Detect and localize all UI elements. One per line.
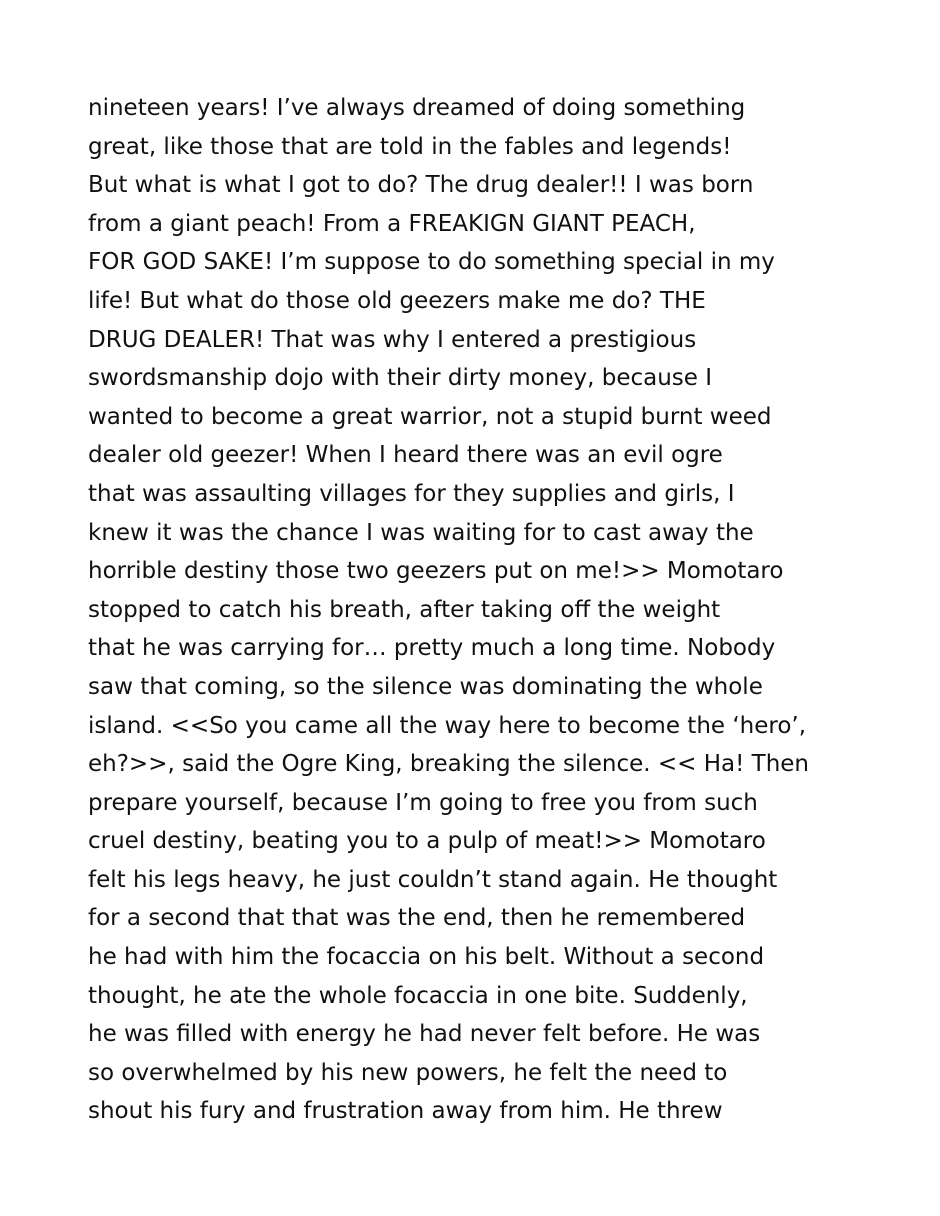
text-line: so overwhelmed by his new powers, he felt the need to (88, 1059, 728, 1086)
text-line: he had with him the focaccia on his belt. Without a second (88, 944, 765, 971)
text-line: dealer old geezer! When I heard there was an evil ogre (88, 442, 723, 469)
text-line: DRUG DEALER! That was why I entered a prestigious (88, 326, 697, 353)
text-line: that was assaulting villages for they supplies and girls, I (88, 480, 735, 507)
text-line: horrible destiny those two geezers put on me!>> Momotaro (88, 558, 784, 585)
text-line: eh?>>, said the Ogre King, breaking the silence. << Ha! Then (88, 751, 810, 778)
text-line: island. <<So you came all the way here to become the ‘hero’, (88, 712, 807, 739)
text-line: felt his legs heavy, he just couldn’t stand again. He thought (88, 866, 778, 893)
text-line: cruel destiny, beating you to a pulp of meat!>> Momotaro (88, 828, 766, 855)
text-line: from a giant peach! From a FREAKIGN GIANT PEACH, (88, 210, 696, 237)
text-line: But what is what I got to do? The drug dealer!! I was born (88, 172, 754, 199)
text-line: life! But what do those old geezers make me do? THE (88, 287, 706, 314)
text-line: FOR GOD SAKE! I’m suppose to do something special in my (88, 249, 775, 276)
text-line: he was filled with energy he had never felt before. He was (88, 1021, 761, 1048)
text-line: saw that coming, so the silence was dominating the whole (88, 673, 763, 700)
text-line: prepare yourself, because I’m going to free you from such (88, 789, 758, 816)
text-line: thought, he ate the whole focaccia in one bite. Suddenly, (88, 982, 748, 1009)
text-line: wanted to become a great warrior, not a stupid burnt weed (88, 403, 772, 430)
text-line: swordsmanship dojo with their dirty money, because I (88, 365, 713, 392)
text-line: knew it was the chance I was waiting for to cast away the (88, 519, 754, 546)
text-line: nineteen years! I’ve always dreamed of doing something (88, 95, 746, 121)
text-line: that he was carrying for… pretty much a long time. Nobody (88, 635, 776, 662)
text-line: great, like those that are told in the fables and legends! (88, 133, 732, 160)
text-line: stopped to catch his breath, after taking off the weight (88, 596, 721, 623)
text-line: for a second that that was the end, then he remembered (88, 905, 746, 932)
text-line: shout his fury and frustration away from him. He threw (88, 1098, 723, 1125)
body-text (88, 89, 868, 1131)
